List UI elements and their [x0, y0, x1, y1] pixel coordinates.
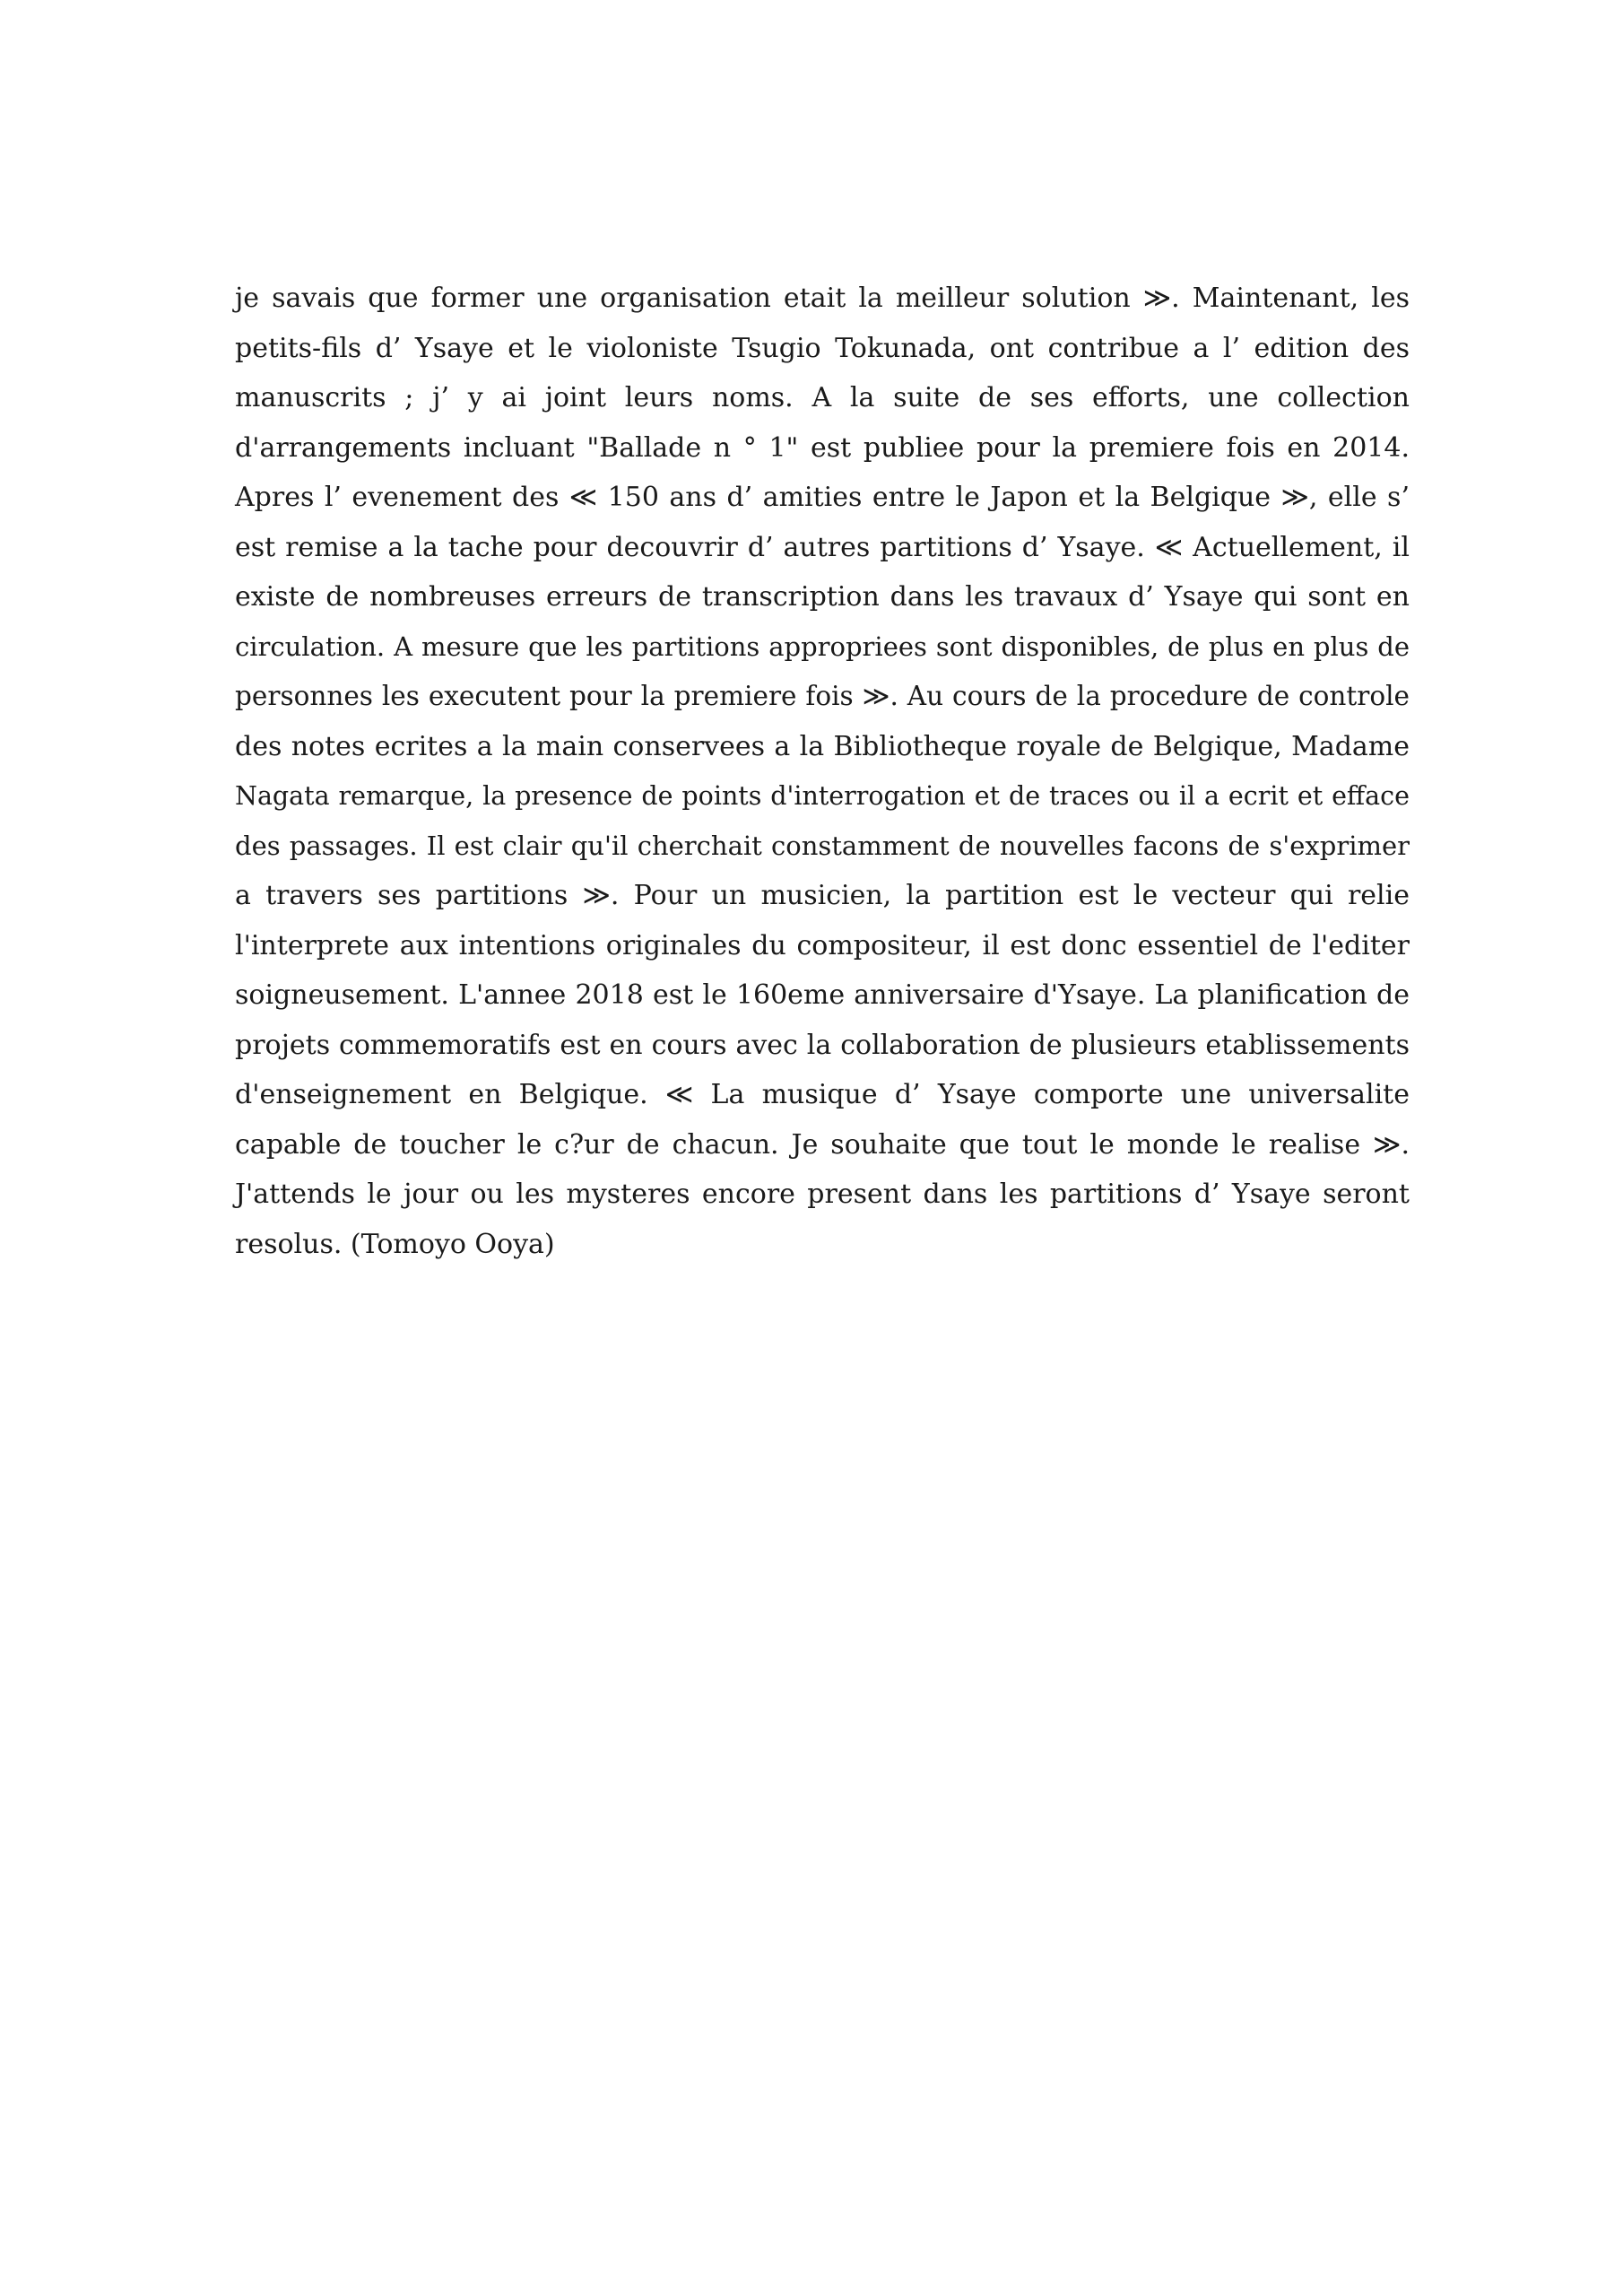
text-line: resolus. (Tomoyo Ooya) [235, 1228, 555, 1260]
text-line: l'interprete aux intentions originales du compositeur, il est donc essentiel de l'editer [235, 929, 1410, 961]
text-line: je savais que former une organisation etait la meilleur solution ≫. Maintenant, les [235, 283, 1410, 314]
text-line: existe de nombreuses erreurs de transcription dans les travaux d’ Ysaye qui sont en [235, 581, 1410, 613]
text-line: petits-fils d’ Ysaye et le violoniste Tsugio Tokunada, ont contribue a l’ edition des [235, 332, 1410, 364]
text-line: d'enseignement en Belgique. ≪ La musique d’ Ysaye comporte une universalite [235, 1079, 1410, 1110]
text-line: J'attends le jour ou les mysteres encore present dans les partitions d’ Ysaye seront [235, 1178, 1410, 1210]
text-line: personnes les executent pour la premiere fois ≫. Au cours de la procedure de controle [235, 681, 1410, 711]
text-line: d'arrangements incluant "Ballade n ° 1" est publiee pour la premiere fois en 2014. [235, 431, 1410, 464]
text-line: des passages. Il est clair qu'il cherchait constamment de nouvelles facons de s'exprimer [235, 830, 1410, 861]
text-line: Nagata remarque, la presence de points d'interrogation et de traces ou il a ecrit et efface [235, 781, 1410, 811]
text-line: projets commemoratifs est en cours avec la collaboration de plusieurs etablissements [235, 1029, 1410, 1061]
text-line: est remise a la tache pour decouvrir d’ autres partitions d’ Ysaye. ≪ Actuellement, il [235, 531, 1410, 563]
text-line: soigneusement. L'annee 2018 est le 160eme anniversaire d'Ysaye. La planification de [235, 979, 1410, 1011]
text-line: manuscrits ; j’ y ai joint leurs noms. A la suite de ses efforts, une collection [235, 382, 1410, 413]
text-line: capable de toucher le c?ur de chacun. Je souhaite que tout le monde le realise ≫. [235, 1128, 1410, 1161]
text-line: Apres l’ evenement des ≪ 150 ans d’ amities entre le Japon et la Belgique ≫, elle s’ [235, 482, 1410, 513]
text-line: circulation. A mesure que les partitions appropriees sont disponibles, de plus en plus de [235, 631, 1410, 662]
text-line: a travers ses partitions ≫. Pour un musicien, la partition est le vecteur qui relie [235, 880, 1410, 911]
text-line: des notes ecrites a la main conservees a la Bibliotheque royale de Belgique, Madame [235, 730, 1410, 762]
body-paragraph [235, 274, 1410, 1269]
